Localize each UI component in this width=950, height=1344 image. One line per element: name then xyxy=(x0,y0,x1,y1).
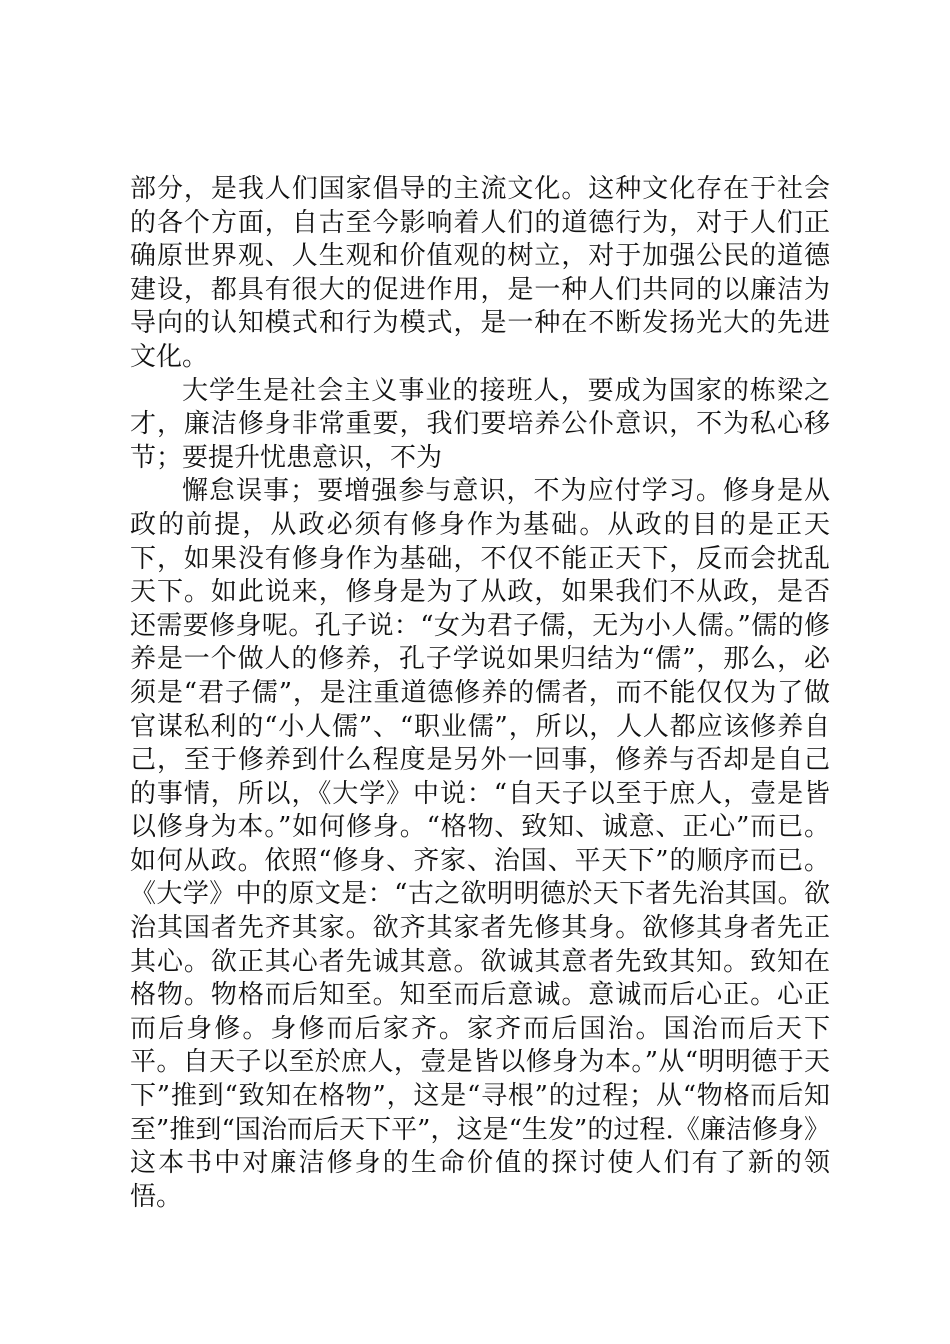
body-text xyxy=(130,173,830,1214)
paragraph-1: 部分，是我人们国家倡导的主流文化。这种文化存在于社会的各个方面，自古至今影响着人们的道德行为，对于人们正确原世界观、人生观和价值观的树立，对于加强公民的道德建设，都具有很大的促进作用，是一种人们共同的以廉洁为导向的认知模式和行为模式，是一种在不断发扬光大的先进文化。 xyxy=(130,174,830,372)
paragraph-2: 大学生是社会主义事业的接班人，要成为国家的栋梁之才，廉洁修身非常重要，我们要培养公仆意识，不为私心移节；要提升忧患意识，不为 xyxy=(130,375,830,473)
paragraph-3: 懈怠误事；要增强参与意识，不为应付学习。修身是从政的前提，从政必须有修身作为基础。从政的目的是正天下，如果没有修身作为基础，不仅不能正天下，反而会扰乱天下。如此说来，修身是为了从政，如果我们不从政，是否还需要修身呢。孔子说：“女为君子儒，无为小人儒。”儒的修养是一个做人的修养，孔子学说如果归结为“儒”，那么，必须是“君子儒”，是注重道德修养的儒者，而不能仅仅为了做官谋私利的“小人儒”、“职业儒”，所以，人人都应该修养自己，至于修养到什么程度是另外一回事，修养与否却是自己的事情，所以，《大学》中说：“自天子以至于庶人，壹是皆以修身为本。”如何修身。“格物、致知、诚意、正心”而已。如何从政。依照“修身、齐家、治国、平天下”的顺序而已。《大学》中的原文是：“古之欲明明德於天下者先治其国。欲治其国者先齐其家。欲齐其家者先修其身。欲修其身者先正其心。欲正其心者先诚其意。欲诚其意者先致其知。致知在格物。物格而后知至。知至而后意诚。意诚而后心正。心正而后身修。身修而后家齐。家齐而后国治。国治而后天下平。自天子以至於庶人，壹是皆以修身为本。”从“明明德于天下”推到“致知在格物”，这是“寻根”的过程；从“物格而后知至”推到“国治而后天下平”，这是“生发”的过程.《廉洁修身》这本书中对廉洁修身的生命价值的探讨使人们有了新的领悟。 xyxy=(130,476,830,1212)
